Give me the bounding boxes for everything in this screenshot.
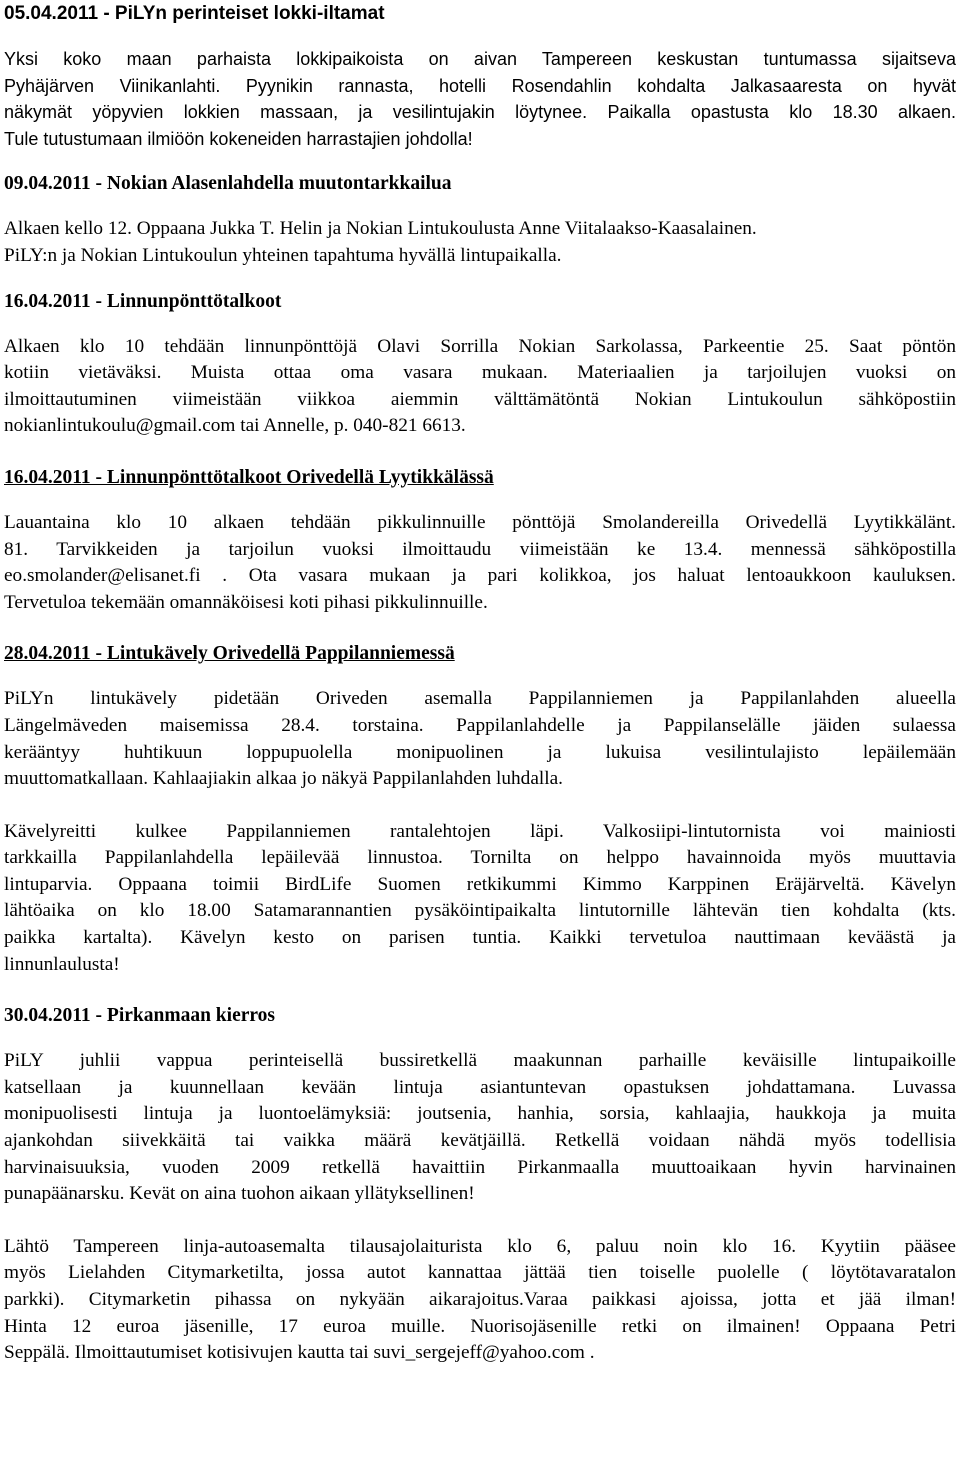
event-paragraph [4,819,956,979]
event-linnunpontto-talkoot-orivesi [4,464,956,616]
event-paragraph [4,1048,956,1208]
text-line: nokianlintukoulu@gmail.com tai Annelle, p. 040-821 6613. [4,415,466,437]
text-line: PiLY:n ja Nokian Lintukoulun yhteinen tapahtuma hyvällä lintupaikalla. [4,244,562,266]
event-paragraph [4,686,956,792]
text-line: PiLYn lintukävely pidetään Oriveden asemalla Pappilanniemen ja Pappilanlahden alueella [4,688,956,710]
text-line: näkymät yöpyvien lokkien massaan, ja vesilintujakin löytynee. Paikalla opastusta klo 18.30 alkaen. [4,102,956,123]
event-heading: 28.04.2011 - Lintukävely Orivedellä Pappilanniemessä [4,643,455,665]
event-alasenlahti-muutontarkkailu [4,170,956,269]
text-line: harvinaisuuksia, vuoden 2009 retkellä havaittiin Pirkanmaalla muuttoaikaan hyvin harvinainen [4,1156,956,1178]
event-pirkanmaan-kierros [4,1002,956,1367]
text-line: 81. Tarvikkeiden ja tarjoilun vuoksi ilmoittaudu viimeistään ke 13.4. mennessä sähköpostilla [4,538,956,560]
text-line: Lauantaina klo 10 alkaen tehdään pikkulinnuille pönttöjä Smolandereilla Orivedellä Lyytikkälänt. [4,511,956,533]
event-paragraph [4,216,956,269]
text-line: katsellaan ja kuunnellaan kevään lintuja asiantuntevan opastuksen johdattamana. Luvassa [4,1076,956,1098]
text-line: monipuolisesti lintuja ja luontoelämyksiä: joutsenia, hanhia, sorsia, kahlaajia, haukkoja ja muita [4,1103,956,1125]
text-line: Kävelyreitti kulkee Pappilanniemen rantalehtojen läpi. Valkosiipi-lintutornista voi mainiosti [4,820,956,842]
event-heading: 09.04.2011 - Nokian Alasenlahdella muutontarkkailua [4,173,452,195]
text-line: lintuparvia. Oppaana toimii BirdLife Suomen retkikummi Kimmo Karppinen Eräjärveltä. Kävelyn [4,873,956,895]
event-heading: 16.04.2011 - Linnunpönttötalkoot Orivedellä Lyytikkälässä [4,466,494,488]
text-line: ajankohdan siivekkäitä tai vaikka määrä kevätjäillä. Retkellä voidaan nähdä myös todellisia [4,1130,956,1152]
event-linnunpontto-talkoot-nokia [4,288,956,440]
event-heading: 30.04.2011 - Pirkanmaan kierros [4,1005,276,1027]
text-line: Yksi koko maan parhaista lokkipaikoista on aivan Tampereen keskustan tuntumassa sijaitseva [4,49,956,69]
text-line: tarkkailla Pappilanlahdella lepäilevää linnustoa. Tornilta on helppo havainnoida myös muuttavia [4,847,956,869]
event-lokki-iltamat [4,0,956,152]
text-line: Pyhäjärven Viinikanlahti. Pyynikin rannasta, hotelli Rosendahlin kohdalta Jalkasaaresta on hyvät [4,75,956,96]
event-paragraph [4,1234,956,1367]
event-heading: 16.04.2011 - Linnunpönttötalkoot [4,290,282,312]
text-line: myös Lielahden Citymarketilta, jossa autot kannattaa jättää tien toiselle puolelle ( löytötavaratalon [4,1262,956,1284]
text-line: kotiin vietäväksi. Muista ottaa oma vasara mukaan. Materiaalien ja tarjoilujen vuoksi on [4,362,956,384]
text-line: lähtöaika on klo 18.00 Satamarannantien pysäköintipaikalta lintutornille lähtevän tien kohdalta (kts. [4,900,956,922]
event-paragraph [4,334,956,440]
text-line: Alkaen kello 12. Oppaana Jukka T. Helin ja Nokian Lintukoulusta Anne Viitalaakso-Kaasalainen. [4,218,757,240]
text-line: Tervetuloa tekemään omannäköisesi koti pihasi pikkulinnuille. [4,591,488,613]
text-line: linnunlaulusta! [4,953,120,975]
text-line: eo.smolander@elisanet.fi . Ota vasara mukaan ja pari kolikkoa, jos haluat lentoaukkoon kauluksen. [4,565,956,587]
text-line: Seppälä. Ilmoittautumiset kotisivujen kautta tai suvi_sergejeff@yahoo.com . [4,1342,595,1364]
text-line: Alkaen klo 10 tehdään linnunpönttöjä Olavi Sorrilla Nokian Sarkolassa, Parkeentie 25. Saat pöntön [4,335,956,357]
event-lintukavely-pappilanniemi [4,640,956,978]
event-heading: 05.04.2011 - PiLYn perinteiset lokki-iltamat [4,3,385,24]
text-line: paikka kartalta). Kävelyn kesto on parisen tuntia. Kaikki tervetuloa nauttimaan keväästä ja [4,927,956,949]
text-line: ilmoittautuminen viimeistään viikkoa aiemmin välttämätöntä Nokian Lintukoulun sähköpostiin [4,388,956,410]
text-line: parkki). Citymarketin pihassa on nykyään aikarajoitus.Varaa paikkasi ajoissa, jotta et jää ilman! [4,1289,956,1310]
text-line: Längelmäveden maisemissa 28.4. torstaina. Pappilanlahdelle ja Pappilanselälle jäiden sulaessa [4,714,956,736]
text-line: muuttomatkallaan. Kahlaajiakin alkaa jo näkyä Pappilanlahden luhdalla. [4,768,563,790]
text-line: Lähtö Tampereen linja-autoasemalta tilausajolaiturista klo 6, paluu noin klo 16. Kyytiin pääsee [4,1235,956,1257]
event-paragraph [4,510,956,616]
text-line: kerääntyy huhtikuun loppupuolella monipuolinen ja lukuisa vesilintulajisto lepäilemään [4,741,956,763]
text-line: punapäänarsku. Kevät on aina tuohon aikaan yllätyksellinen! [4,1183,475,1205]
event-paragraph [4,46,956,152]
text-line: Tule tutustumaan ilmiöön kokeneiden harrastajien johdolla! [4,128,473,149]
text-line: Hinta 12 euroa jäsenille, 17 euroa muille. Nuorisojäsenille retki on ilmainen! Oppaana Petri [4,1315,956,1337]
text-line: PiLY juhlii vappua perinteisellä bussiretkellä maakunnan parhaille keväisille lintupaikoille [4,1050,956,1072]
